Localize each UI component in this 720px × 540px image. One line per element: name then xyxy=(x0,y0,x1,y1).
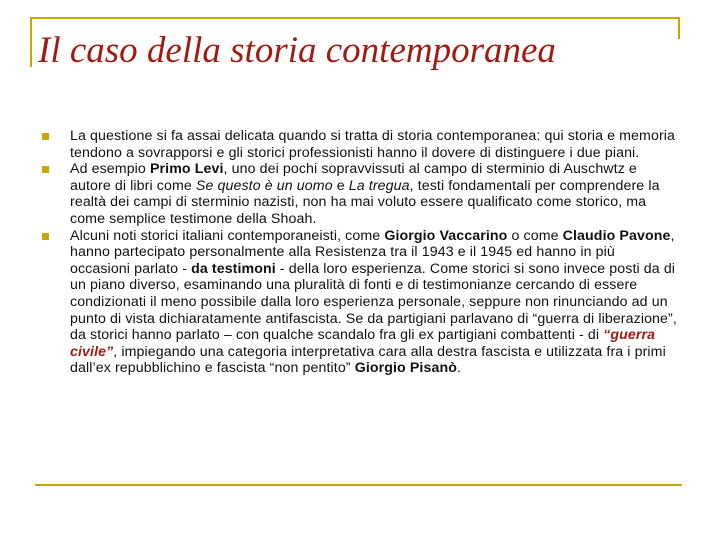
author-name-primo-levi: Primo Levi xyxy=(149,161,224,178)
historian-name: Giorgio Vaccarino xyxy=(384,227,508,244)
bullet-3-text: - della loro esperienza. Come storici si sono invece posti da di un piano diverso, esaminando una pluralità di fonti e di testimonianze cercando di essere condizionati il meno possibile dalla loro esperienza personale, seppure non rinunciando ad un punto di vista dichiaratamente antifascista. Se da partigiani parlavano di “guerra di liberazione”, da storici hanno parlato – con qualche scandalo fra gli ex partigiani combattenti - di xyxy=(70,260,677,344)
book-title: La tregua xyxy=(348,177,410,194)
bottom-rule-line xyxy=(35,484,682,486)
slide-title: Il caso della storia contemporanea xyxy=(38,30,556,71)
square-bullet-icon xyxy=(42,233,49,240)
square-bullet-icon xyxy=(42,166,49,173)
title-frame-top-line xyxy=(30,17,680,19)
emphasis-da-testimoni: da testimoni xyxy=(191,260,276,277)
emphasis-guerra-civile: “guerra civile” xyxy=(70,327,656,360)
bullet-2-text: e xyxy=(332,177,349,194)
historian-name: Claudio Pavone xyxy=(562,227,671,244)
bullet-1-text: La questione si fa assai delicata quando si tratta di storia contemporanea: qui storia e memoria tendono a sovrapporsi e gli storici professionisti hanno il dovere di distinguere i due piani. xyxy=(70,128,676,161)
bullet-list xyxy=(38,128,678,377)
title-frame-left-line xyxy=(30,17,32,67)
bullet-item-2 xyxy=(38,161,678,227)
bullet-3-text: o come xyxy=(507,227,563,244)
bullet-item-1 xyxy=(38,128,678,161)
bullet-3-text: Alcuni noti storici italiani contemporaneisti, come xyxy=(70,227,385,244)
bullet-2-text: Ad esempio xyxy=(70,161,150,178)
historian-name: Giorgio Pisanò xyxy=(354,360,457,377)
book-title: Se questo è un uomo xyxy=(195,177,333,194)
bullet-2-text: , testi fondamentali per comprendere la realtà dei campi di sterminio nazisti, non ha mai voluto essere qualificato come storico, ma come semplice testimone della Shoah. xyxy=(70,177,660,227)
bullet-3-text: . xyxy=(457,360,462,377)
bullet-item-3 xyxy=(38,228,678,377)
title-frame-right-line xyxy=(678,17,680,39)
bullet-3-text: , impiegando una categoria interpretativa cara alla destra fascista e utilizzata fra i primi dall’ex repubblichino e fascista “non pentito” xyxy=(70,343,666,377)
square-bullet-icon xyxy=(42,133,49,140)
bullet-3-text: , hanno partecipato personalmente alla Resistenza tra il 1943 e il 1945 ed hanno in più occasioni parlato - xyxy=(70,227,675,277)
bullet-2-text: , uno dei pochi sopravvissuti al campo di sterminio di Auschwtz e autore di libri come xyxy=(70,161,637,194)
